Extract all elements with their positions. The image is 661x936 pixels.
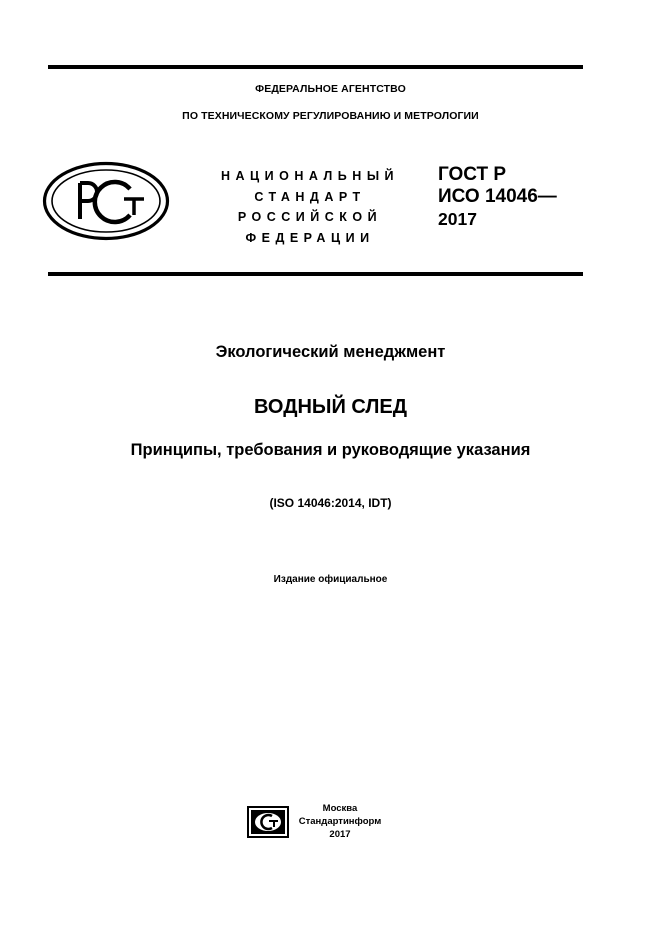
standard-line-2: СТАНДАРТ: [254, 189, 366, 204]
agency-name-line-1: ФЕДЕРАЛЬНОЕ АГЕНТСТВО: [255, 83, 406, 95]
iso-reference: (ISO 14046:2014, IDT): [269, 496, 392, 510]
designation-line-1: ГОСТ Р: [438, 164, 507, 185]
series-title: Экологический менеджмент: [215, 343, 446, 361]
publisher-year: 2017: [329, 829, 351, 840]
publisher-city: Москва: [322, 803, 358, 814]
designation-line-2: ИСО 14046—: [438, 186, 557, 207]
edition-label: Издание официальное: [273, 574, 388, 585]
national-standard-label: [220, 166, 400, 248]
standard-line-4: ФЕДЕРАЦИИ: [245, 230, 375, 245]
standard-designation: [438, 164, 557, 230]
publisher-imprint: [295, 802, 385, 841]
agency-name-line-2: ПО ТЕХНИЧЕСКОМУ РЕГУЛИРОВАНИЮ И МЕТРОЛОГИИ: [182, 110, 479, 122]
designation-year: 2017: [438, 209, 477, 229]
main-title: ВОДНЫЙ СЛЕД: [253, 396, 407, 418]
standartinform-logo-icon: [247, 806, 289, 838]
middle-rule: [48, 272, 583, 276]
standard-line-1: НАЦИОНАЛЬНЫЙ: [220, 169, 400, 183]
standard-line-3: РОССИЙСКОЙ: [237, 210, 383, 224]
publisher-name: Стандартинформ: [298, 816, 382, 827]
subtitle: Принципы, требования и руководящие указания: [130, 441, 531, 459]
top-rule: [48, 65, 583, 69]
rst-certification-mark-icon: [42, 161, 170, 241]
